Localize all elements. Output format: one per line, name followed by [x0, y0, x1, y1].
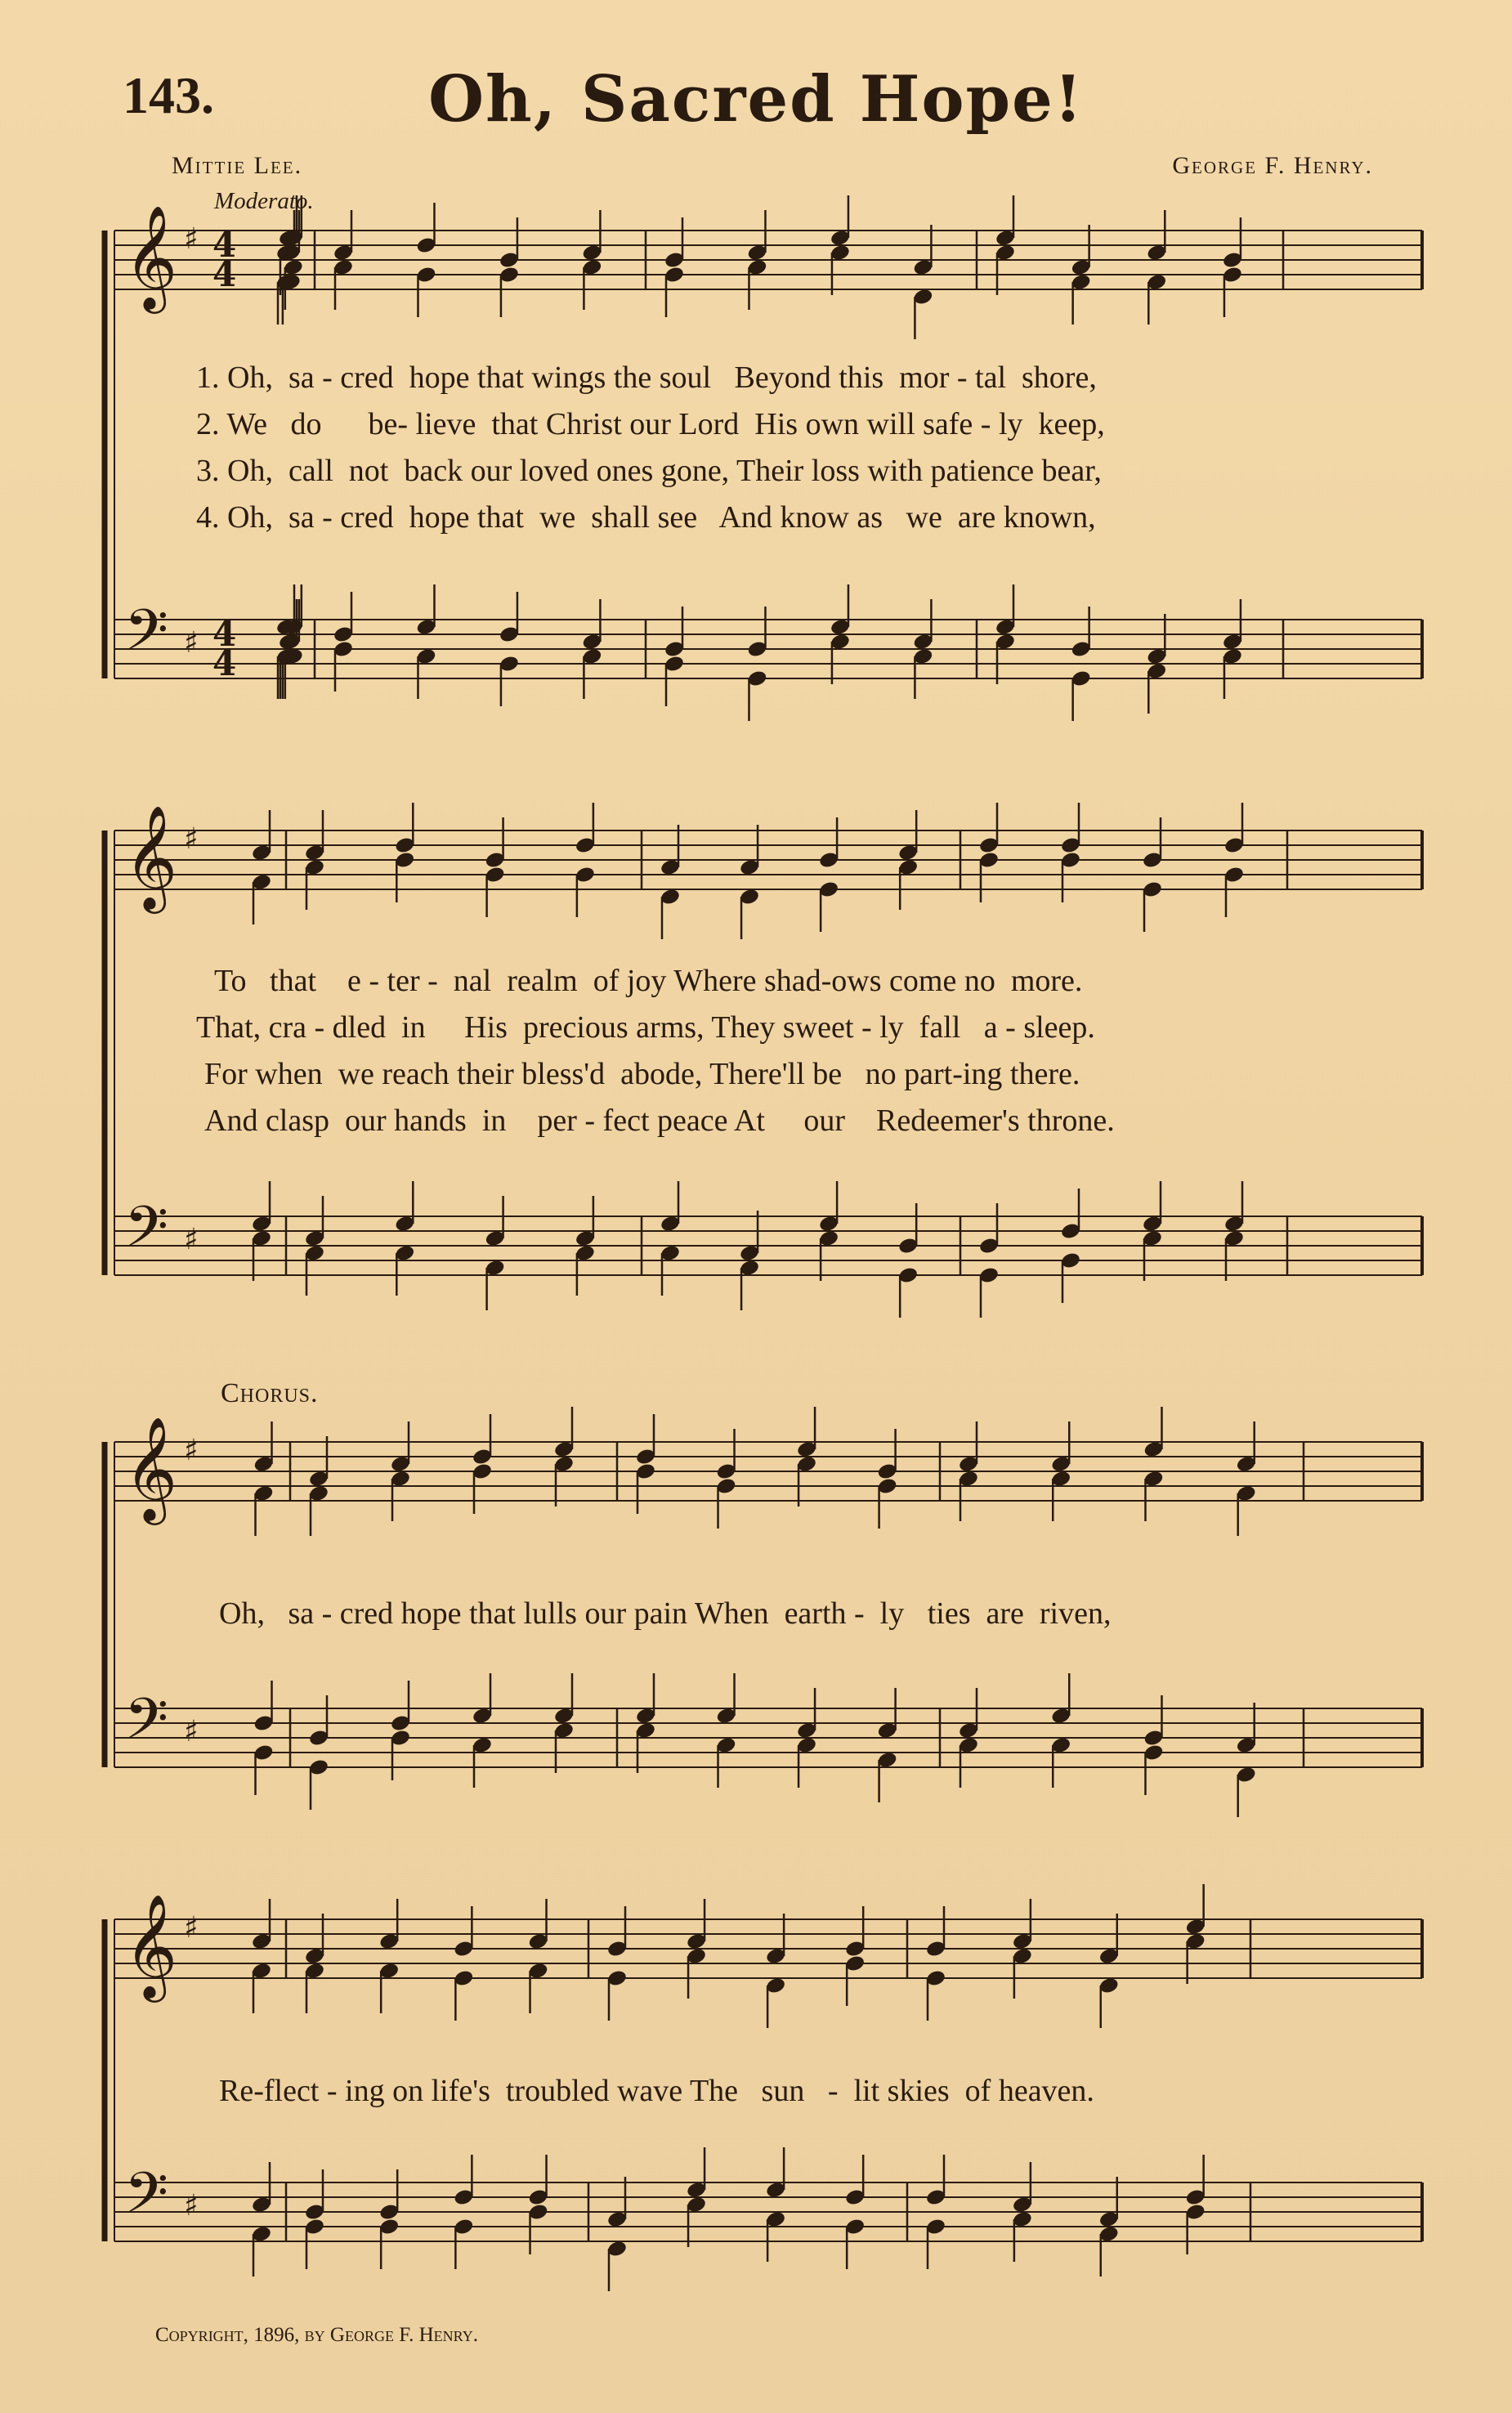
verse-1-line-1: 1. Oh, sa - cred hope that wings the soul Beyond this mor - tal shore, [196, 360, 1097, 395]
bass-clef-icon: 𝄢 [124, 1686, 169, 1766]
time-signature: 4 [212, 614, 237, 654]
time-signature: 4 [212, 643, 237, 683]
bass-clef-icon: 𝄢 [124, 1193, 169, 1274]
sharp-icon: ♯ [184, 1715, 199, 1748]
sharp-icon: ♯ [184, 1434, 199, 1467]
copyright-notice: Copyright, 1896, by George F. Henry. [155, 2324, 478, 2346]
sharp-icon: ♯ [184, 2189, 199, 2223]
hymn-title: Oh, Sacred Hope! [428, 62, 1084, 137]
composer-credit: George F. Henry. [1172, 152, 1373, 179]
lyricist-credit: Mittie Lee. [172, 152, 303, 179]
verse-3-line-2: For when we reach their bless'd abode, There'll be no part-ing there. [204, 1057, 1080, 1091]
verse-2-line-1: 2. We do be- lieve that Christ our Lord His own will safe - ly keep, [196, 407, 1105, 441]
verse-4-line-2: And clasp our hands in per - fect peace At our Redeemer's throne. [204, 1104, 1115, 1138]
treble-clef-icon: 𝄞 [124, 804, 178, 909]
sharp-icon: ♯ [184, 822, 199, 856]
tempo-marking: Moderato. [214, 188, 314, 214]
treble-clef-icon: 𝄞 [124, 1416, 178, 1520]
verse-1-line-2: To that e - ter - nal realm of joy Where shad-ows come no more. [214, 964, 1083, 998]
bass-clef-icon: 𝄢 [124, 597, 169, 677]
treble-clef-icon: 𝄞 [124, 204, 178, 309]
verse-2-line-2: That, cra - dled in His precious arms, They sweet - ly fall a - sleep. [196, 1010, 1095, 1045]
sharp-icon: ♯ [184, 222, 199, 256]
hymn-number: 143. [123, 66, 214, 124]
sharp-icon: ♯ [184, 1911, 199, 1945]
chorus-line-1: Oh, sa - cred hope that lulls our pain When earth - ly ties are riven, [219, 1596, 1112, 1631]
verse-3-line-1: 3. Oh, call not back our loved ones gone, Their loss with patience bear, [196, 454, 1102, 488]
verse-4-line-1: 4. Oh, sa - cred hope that we shall see And know as we are known, [196, 500, 1096, 535]
sharp-icon: ♯ [184, 626, 199, 660]
bass-clef-icon: 𝄢 [124, 2160, 169, 2240]
chorus-line-2: Re-flect - ing on life's troubled wave The sun - lit skies of heaven. [219, 2074, 1094, 2108]
sharp-icon: ♯ [184, 1223, 199, 1256]
time-signature: 4 [212, 254, 237, 294]
time-signature: 4 [212, 225, 237, 265]
chorus-label: Chorus. [221, 1378, 319, 1408]
treble-clef-icon: 𝄞 [124, 1893, 178, 1998]
